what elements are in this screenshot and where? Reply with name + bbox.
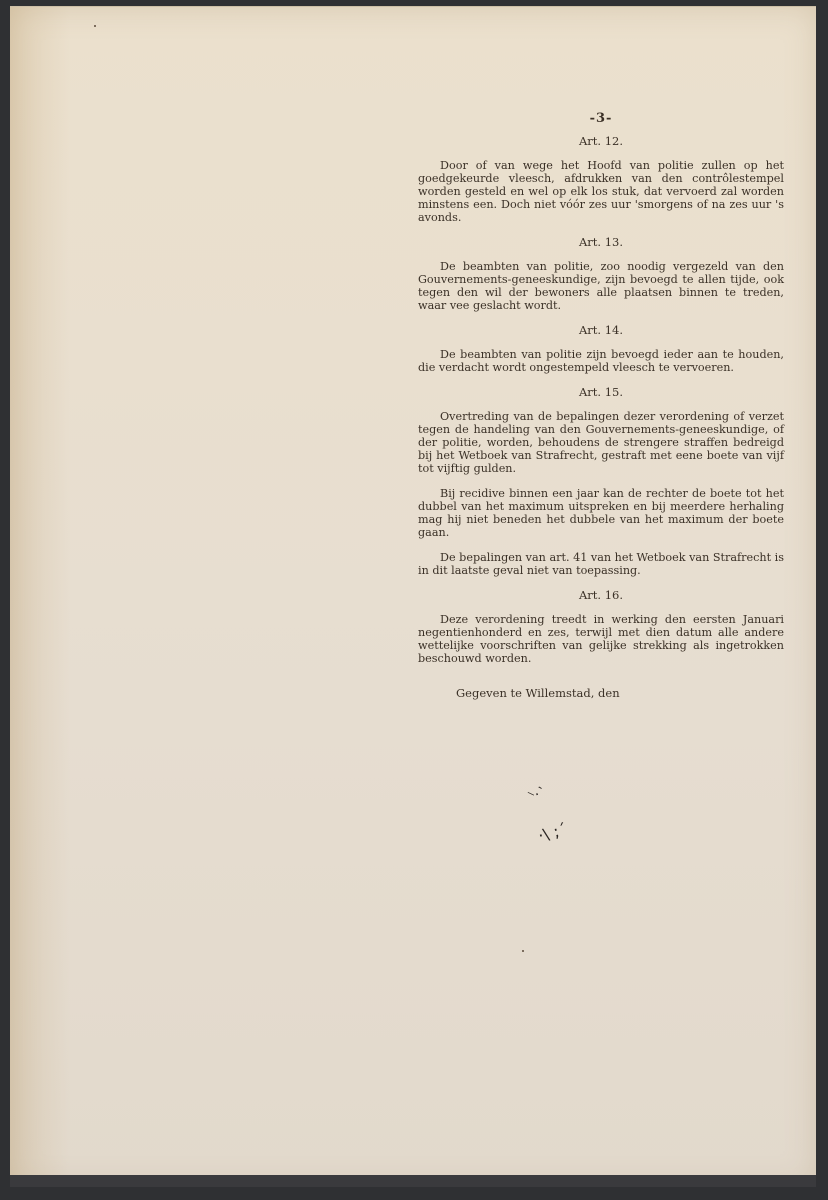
- article-heading: Art. 13.: [578, 235, 624, 249]
- pen-mark-upper: ⸌·ˋ: [525, 784, 549, 806]
- article-13: [418, 236, 784, 312]
- article-paragraph: De bepalingen van art. 41 van het Wetboek van Strafrecht is in dit laatste geval niet van toepassing.: [418, 551, 784, 577]
- text-column: [418, 112, 784, 712]
- article-paragraph: Door of van wege het Hoofd van politie zullen op het goedgekeurde vleesch, afdrukken van den contrôlestempel worden gesteld en wel op elk los stuk, dat vervoerd zal worden minstens een. Doch niet vóór zes uur 'smorgens of na zes uur 's avonds.: [418, 159, 784, 224]
- article-16: [418, 589, 784, 665]
- article-paragraph: Overtreding van de bepalingen dezer verordening of verzet tegen de handeling van den Gouvernements-geneeskundige, of der politie, worden, behoudens de strengere straffen bedreigd bij het Wetboek van Strafrecht, gestraft met eene boete van vijf tot vijftig gulden.: [418, 410, 784, 475]
- handwritten-marks: [522, 785, 592, 855]
- article-heading: Art. 14.: [578, 323, 624, 337]
- article-heading: Art. 15.: [578, 385, 624, 399]
- pen-mark-lower: ·\ ;ˊ: [536, 819, 569, 846]
- ink-speck: [522, 950, 524, 952]
- ink-speck: [94, 25, 96, 27]
- article-paragraph: De beambten van politie zijn bevoegd ieder aan te houden, die verdacht wordt ongestempeld vleesch te vervoeren.: [418, 348, 784, 374]
- article-heading: Art. 12.: [578, 134, 624, 148]
- page-number: -3-: [589, 111, 613, 126]
- article-heading: Art. 16.: [578, 588, 624, 602]
- article-12: [418, 135, 784, 224]
- closing-line: Gegeven te Willemstad, den: [456, 686, 620, 700]
- article-paragraph: Deze verordening treedt in werking den eersten Januari negentienhonderd en zes, terwijl met dien datum alle andere wettelijke voorschriften van gelijke strekking als ingetrokken beschouwd worden.: [418, 613, 784, 665]
- article-14: [418, 324, 784, 374]
- article-paragraph: De beambten van politie, zoo noodig vergezeld van den Gouvernements-geneeskundige, zijn bevoegd te allen tijde, ook tegen den wil der bewoners alle plaatsen binnen te treden, waar vee geslacht wordt.: [418, 260, 784, 312]
- article-15: [418, 386, 784, 577]
- article-paragraph: Bij recidive binnen een jaar kan de rechter de boete tot het dubbel van het maximum uitspreken en bij meerdere herhaling mag hij niet beneden het dubbele van het maximum der boete gaan.: [418, 487, 784, 539]
